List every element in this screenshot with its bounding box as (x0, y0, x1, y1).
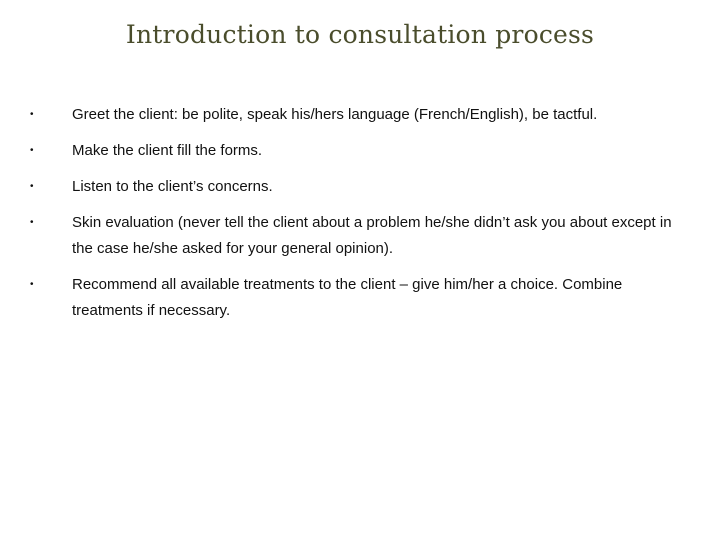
bullet-text: Make the client fill the forms. (72, 142, 263, 159)
bullet-marker: • (30, 279, 34, 290)
bullet-item-recommend (30, 272, 690, 324)
bullet-text: Skin evaluation (never tell the client about a problem he/she didn’t ask you about except in the case he/she asked for your general opinion). (72, 214, 672, 257)
bullet-list (30, 102, 690, 334)
bullet-text: Recommend all available treatments to the client – give him/her a choice. Combine treatments if necessary. (72, 276, 623, 319)
bullet-marker: • (30, 109, 34, 120)
bullet-item-listen (30, 174, 690, 200)
bullet-item-skin-evaluation (30, 210, 690, 262)
slide-title: Introduction to consultation process (125, 20, 595, 49)
bullet-item-forms (30, 138, 690, 164)
bullet-text: Greet the client: be polite, speak his/hers language (French/English), be tactful. (72, 106, 598, 123)
bullet-marker: • (30, 217, 34, 228)
bullet-marker: • (30, 145, 34, 156)
bullet-text: Listen to the client’s concerns. (72, 178, 273, 195)
bullet-marker: • (30, 181, 34, 192)
bullet-item-greet (30, 102, 690, 128)
